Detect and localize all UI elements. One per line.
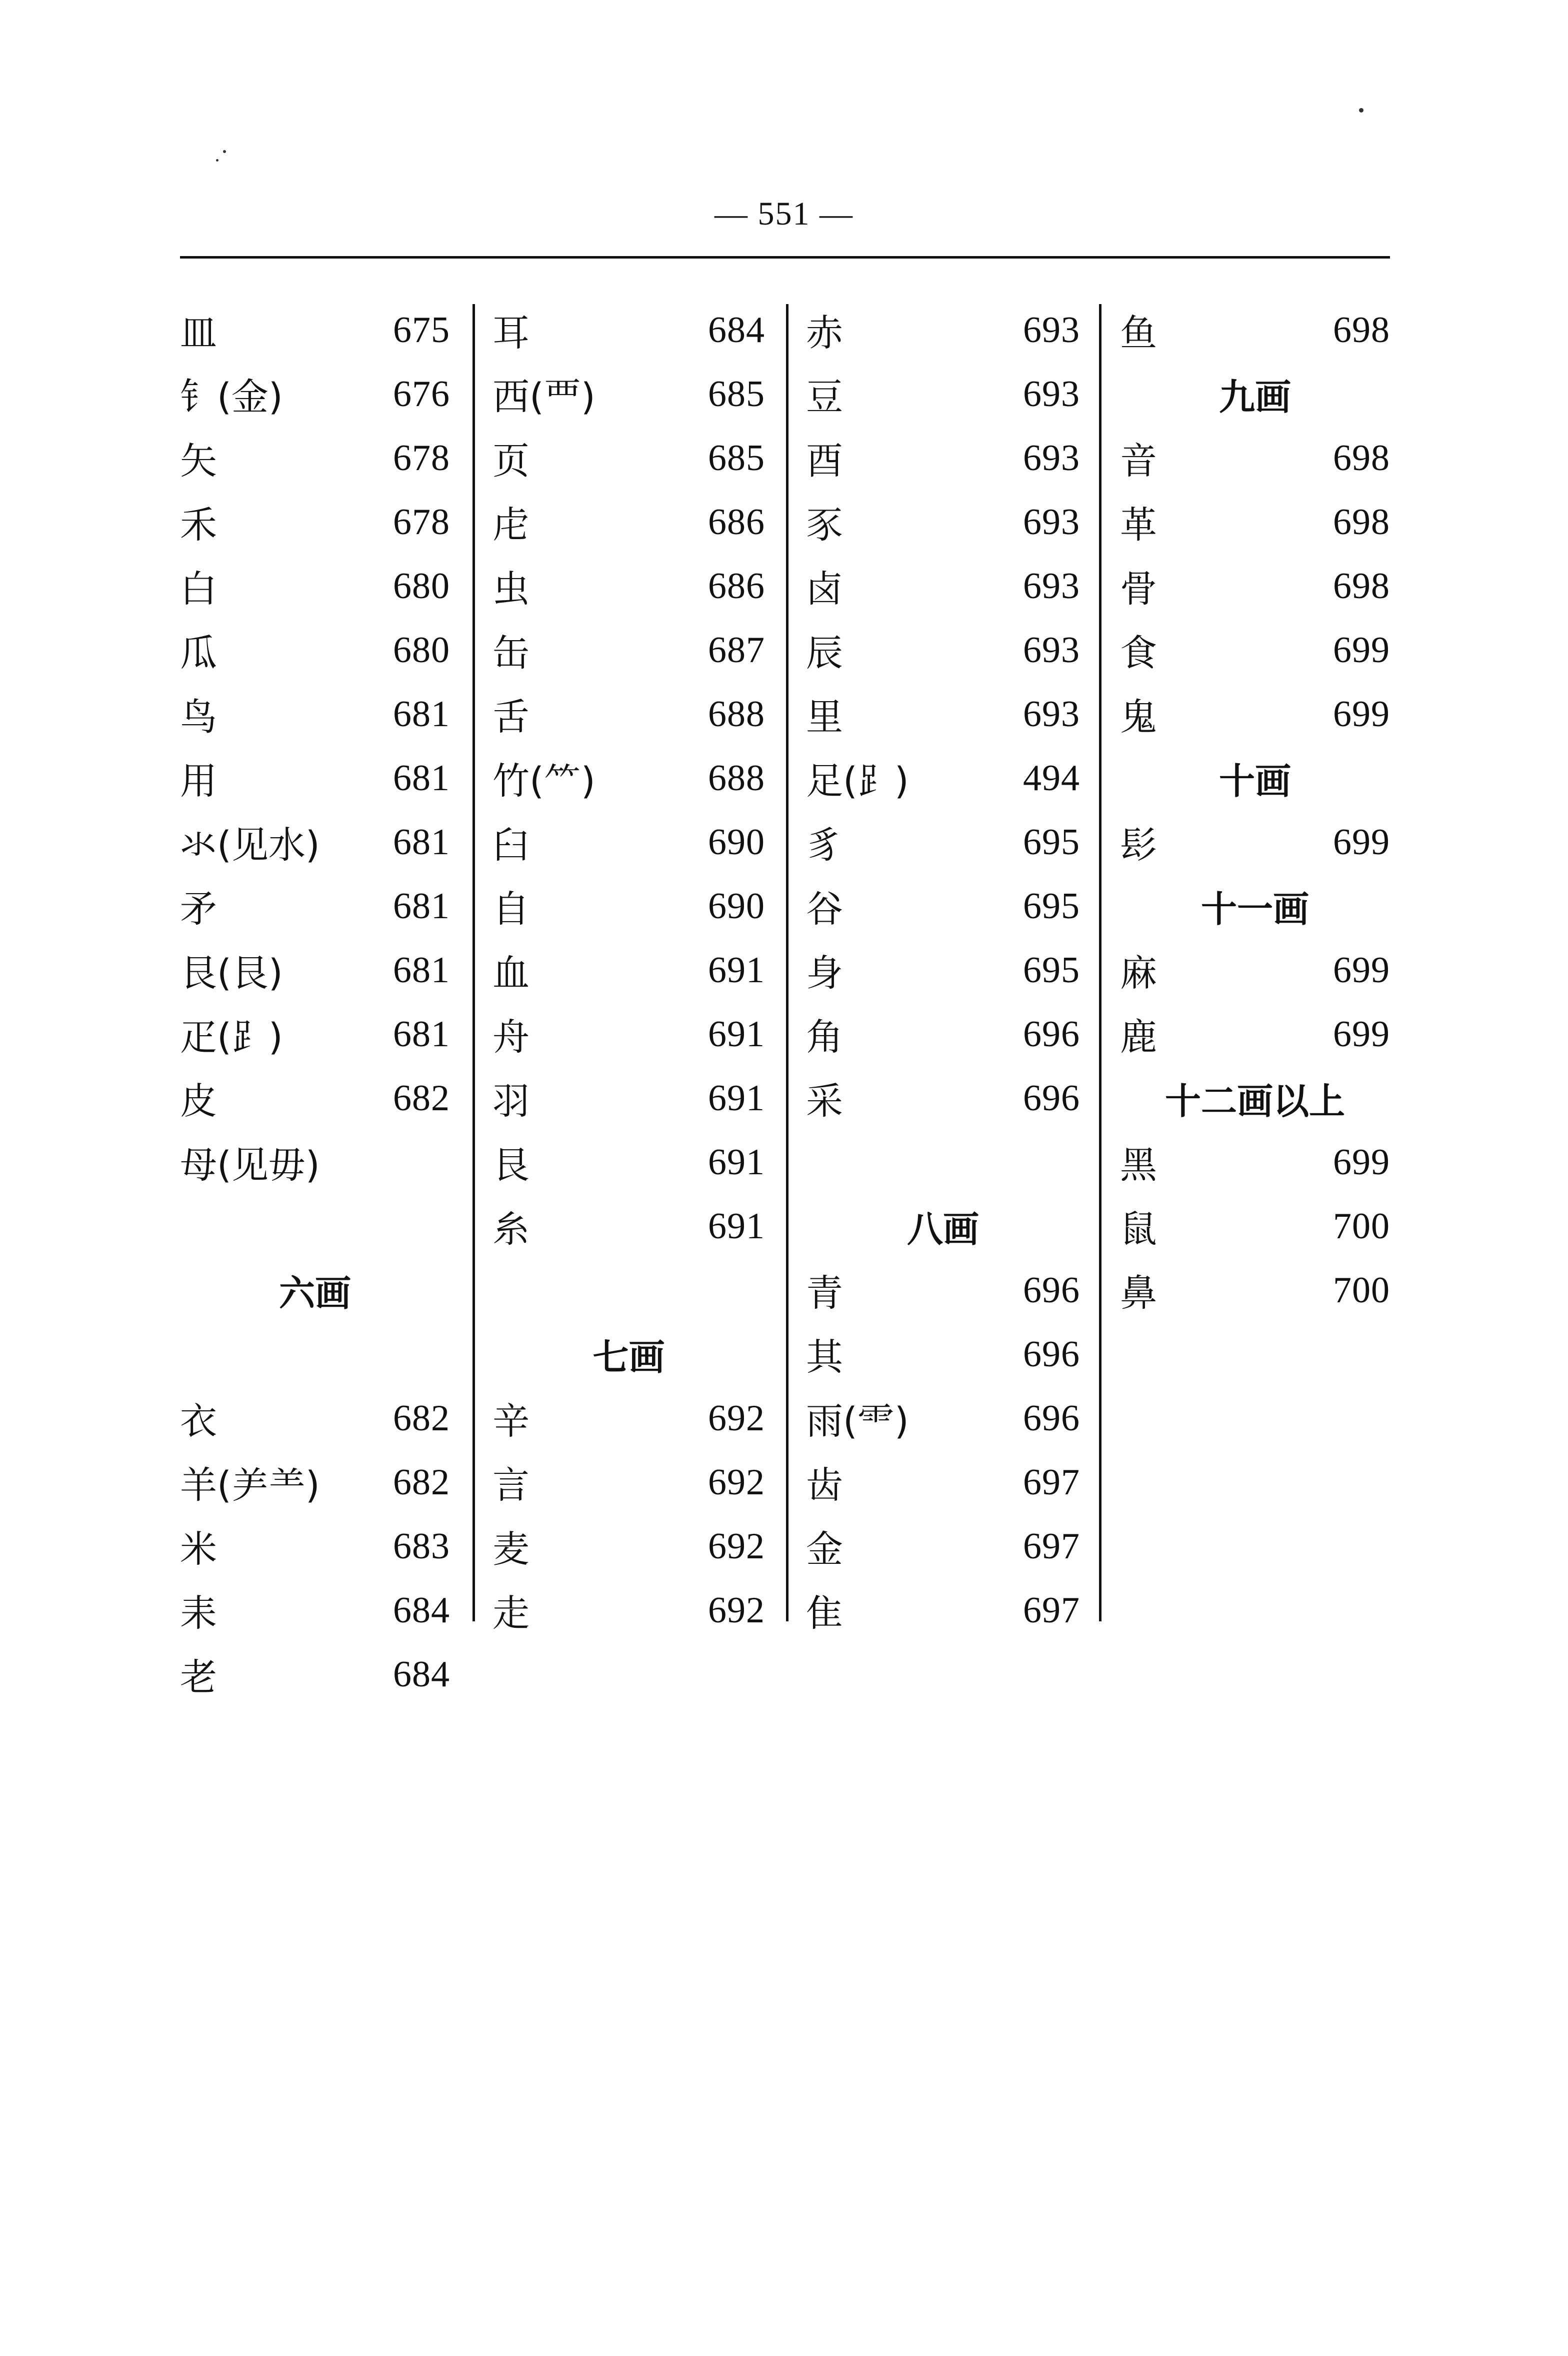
radical-label: 鹿 — [1120, 1016, 1157, 1059]
index-entry — [180, 1450, 450, 1514]
spacer — [180, 1194, 450, 1258]
index-entry — [180, 1642, 450, 1706]
radical-label: 页 — [492, 440, 530, 483]
stroke-count-heading: 十一画 — [1200, 888, 1309, 930]
page-reference: 682 — [393, 1397, 450, 1439]
radical-label: 革 — [1120, 504, 1157, 547]
page-reference: 690 — [708, 821, 765, 863]
page-reference: 680 — [393, 629, 450, 671]
radical-label: 西(覀) — [492, 376, 596, 419]
page-reference: 699 — [1333, 629, 1390, 671]
page-reference: 696 — [1023, 1269, 1080, 1311]
page-reference: 691 — [708, 949, 765, 991]
index-entry — [180, 1002, 450, 1066]
index-entry — [180, 1130, 450, 1194]
index-entry — [180, 938, 450, 1002]
page-reference: 685 — [708, 437, 765, 479]
page-reference: 691 — [708, 1141, 765, 1183]
index-entry — [492, 1130, 765, 1194]
page-reference: 693 — [1023, 629, 1080, 671]
radical-label: 角 — [806, 1016, 843, 1059]
radical-label: 麻 — [1120, 952, 1157, 995]
index-entry — [806, 810, 1080, 874]
radical-label: 髟 — [1120, 824, 1157, 867]
index-entry — [492, 682, 765, 746]
radical-label: 用 — [180, 760, 217, 803]
index-entry — [806, 618, 1080, 682]
index-entry — [492, 1194, 765, 1258]
page-reference: 700 — [1333, 1269, 1390, 1311]
column-divider — [1099, 304, 1102, 1621]
radical-label: 麦 — [492, 1528, 530, 1571]
stroke-count-heading: 八画 — [906, 1208, 979, 1250]
index-entry — [180, 490, 450, 554]
index-entry — [806, 938, 1080, 1002]
page-reference: 698 — [1333, 309, 1390, 351]
page-reference: 697 — [1023, 1589, 1080, 1631]
index-entry — [492, 938, 765, 1002]
radical-label: 皮 — [180, 1080, 217, 1123]
index-entry — [180, 362, 450, 426]
page-reference: 691 — [708, 1205, 765, 1247]
page-reference: 691 — [708, 1077, 765, 1119]
page-reference: 693 — [1023, 437, 1080, 479]
radical-label: 辰 — [806, 632, 843, 675]
index-entry — [1120, 490, 1390, 554]
index-entry — [806, 1514, 1080, 1578]
column-divider — [786, 304, 788, 1621]
header-rule — [180, 256, 1390, 259]
radical-label: 鼠 — [1120, 1208, 1157, 1251]
index-entry — [806, 298, 1080, 362]
index-entry — [492, 1002, 765, 1066]
page-reference: 683 — [393, 1525, 450, 1567]
index-entry — [492, 1514, 765, 1578]
index-entry — [806, 746, 1080, 810]
index-entry — [806, 1258, 1080, 1322]
radical-label: 足(⻊) — [806, 760, 909, 803]
page-reference: 697 — [1023, 1525, 1080, 1567]
radical-label: 雨(⻗) — [806, 1400, 909, 1443]
radical-label: 耒 — [180, 1592, 217, 1635]
radical-label: 艮(艮) — [180, 952, 283, 995]
index-entry — [1120, 1130, 1390, 1194]
stroke-count-heading: 七画 — [592, 1336, 665, 1378]
scan-speck — [1359, 108, 1364, 113]
page-reference: 684 — [393, 1589, 450, 1631]
radical-label: 禾 — [180, 504, 217, 547]
page-reference: 696 — [1023, 1397, 1080, 1439]
page-reference: 494 — [1023, 757, 1080, 799]
page-reference: 691 — [708, 1013, 765, 1055]
radical-label: 豸 — [806, 824, 843, 867]
page-reference: 692 — [708, 1525, 765, 1567]
index-entry — [1120, 1194, 1390, 1258]
page-reference: 681 — [393, 885, 450, 927]
radical-label: 豕 — [806, 504, 843, 547]
index-entry — [806, 874, 1080, 938]
index-entry — [180, 810, 450, 874]
index-entry — [180, 1578, 450, 1642]
index-entry — [1120, 938, 1390, 1002]
stroke-count-heading: 九画 — [1218, 376, 1291, 418]
page-reference: 696 — [1023, 1333, 1080, 1375]
radical-label: 矛 — [180, 888, 217, 931]
radical-label: 音 — [1120, 440, 1157, 483]
index-entry — [492, 618, 765, 682]
page-reference: 687 — [708, 629, 765, 671]
page-reference: 697 — [1023, 1461, 1080, 1503]
page-reference: 681 — [393, 949, 450, 991]
page-reference: 676 — [393, 373, 450, 415]
index-entry — [180, 874, 450, 938]
radical-label: 羊(⺶⺷) — [180, 1464, 320, 1507]
index-entry — [1120, 682, 1390, 746]
page-reference: 688 — [708, 757, 765, 799]
index-entry — [806, 1386, 1080, 1450]
page-reference: 684 — [393, 1653, 450, 1695]
page-reference: 693 — [1023, 501, 1080, 543]
page-reference: 681 — [393, 821, 450, 863]
index-entry — [180, 1514, 450, 1578]
column-divider — [472, 304, 475, 1621]
page-reference: 685 — [708, 373, 765, 415]
radical-label: 青 — [806, 1272, 843, 1315]
page-reference: 692 — [708, 1589, 765, 1631]
index-entry — [806, 1066, 1080, 1130]
index-entry — [806, 554, 1080, 618]
page-reference: 693 — [1023, 565, 1080, 607]
radical-label: 言 — [492, 1464, 530, 1507]
radical-label: 走 — [492, 1592, 530, 1635]
page-reference: 681 — [393, 757, 450, 799]
radical-label: 耳 — [492, 312, 530, 355]
index-entry — [492, 490, 765, 554]
radical-label: 矢 — [180, 440, 217, 483]
index-column-2 — [492, 298, 765, 1635]
index-entry — [1120, 810, 1390, 874]
page-reference: 682 — [393, 1461, 450, 1503]
radical-label: 骨 — [1120, 568, 1157, 611]
radical-label: 鱼 — [1120, 312, 1157, 355]
stroke-count-heading: 十二画以上 — [1164, 1080, 1345, 1122]
radical-label: 其 — [806, 1336, 843, 1379]
radical-label: 酉 — [806, 440, 843, 483]
radical-label: 虍 — [492, 504, 530, 547]
page-reference: 696 — [1023, 1013, 1080, 1055]
radical-label: 隹 — [806, 1592, 843, 1635]
index-entry — [806, 1450, 1080, 1514]
index-entry — [492, 1066, 765, 1130]
page-reference: 696 — [1023, 1077, 1080, 1119]
radical-label: 鼻 — [1120, 1272, 1157, 1315]
page-reference: 695 — [1023, 885, 1080, 927]
index-column-3 — [806, 298, 1080, 1635]
page-reference: 678 — [393, 437, 450, 479]
index-entry — [1120, 298, 1390, 362]
page-reference: 686 — [708, 501, 765, 543]
page-reference: 698 — [1333, 565, 1390, 607]
radical-label: 血 — [492, 952, 530, 995]
radical-label: 食 — [1120, 632, 1157, 675]
page-reference: 699 — [1333, 821, 1390, 863]
index-entry — [806, 1002, 1080, 1066]
radical-label: 瓜 — [180, 632, 217, 675]
index-entry — [492, 746, 765, 810]
radical-label: 虫 — [492, 568, 530, 611]
radical-label: 母(见毋) — [180, 1144, 320, 1187]
radical-label: 皿 — [180, 312, 217, 355]
index-entry — [492, 810, 765, 874]
index-entry — [806, 1322, 1080, 1386]
index-entry — [806, 1578, 1080, 1642]
radical-label: 舟 — [492, 1016, 530, 1059]
page-reference: 692 — [708, 1461, 765, 1503]
radical-label: 氺(见水) — [180, 824, 320, 867]
radical-label: 豆 — [806, 376, 843, 419]
index-entry — [492, 1450, 765, 1514]
page-reference: 675 — [393, 309, 450, 351]
radical-label: 米 — [180, 1528, 217, 1571]
page-reference: 700 — [1333, 1205, 1390, 1247]
radical-label: 里 — [806, 696, 843, 739]
radical-label: 谷 — [806, 888, 843, 931]
radical-label: 臼 — [492, 824, 530, 867]
page-reference: 681 — [393, 693, 450, 735]
page-reference: 682 — [393, 1077, 450, 1119]
index-entry — [180, 1386, 450, 1450]
index-entry — [806, 426, 1080, 490]
index-entry — [492, 362, 765, 426]
stroke-count-heading: 六画 — [278, 1272, 351, 1314]
radical-label: 缶 — [492, 632, 530, 675]
radical-label: 鸟 — [180, 696, 217, 739]
page-reference: 699 — [1333, 1013, 1390, 1055]
radical-label: 辛 — [492, 1400, 530, 1443]
spacer — [492, 1258, 765, 1322]
page-reference: 699 — [1333, 1141, 1390, 1183]
radical-label: 老 — [180, 1656, 217, 1699]
page-reference: 681 — [393, 1013, 450, 1055]
page-reference: 678 — [393, 501, 450, 543]
page-reference: 693 — [1023, 373, 1080, 415]
page-reference: 699 — [1333, 949, 1390, 991]
scan-speck — [216, 159, 218, 162]
index-entry — [180, 554, 450, 618]
index-entry — [492, 426, 765, 490]
page-reference: 693 — [1023, 309, 1080, 351]
index-entry — [180, 1066, 450, 1130]
page-reference: 686 — [708, 565, 765, 607]
radical-label: 鬼 — [1120, 696, 1157, 739]
index-entry — [1120, 426, 1390, 490]
index-entry — [180, 682, 450, 746]
spacer — [180, 1322, 450, 1386]
index-entry — [806, 490, 1080, 554]
radical-label: 竹(⺮) — [492, 760, 596, 803]
radical-label: 舌 — [492, 696, 530, 739]
index-entry — [1120, 554, 1390, 618]
radical-label: 赤 — [806, 312, 843, 355]
index-entry — [1120, 1002, 1390, 1066]
index-entry — [806, 682, 1080, 746]
page-reference: 699 — [1333, 693, 1390, 735]
page-reference: 698 — [1333, 437, 1390, 479]
index-entry — [180, 618, 450, 682]
scan-speck — [223, 150, 226, 153]
radical-label: 白 — [180, 568, 217, 611]
radical-label: 卤 — [806, 568, 843, 611]
radical-label: 羽 — [492, 1080, 530, 1123]
index-entry — [1120, 618, 1390, 682]
page-reference: 692 — [708, 1397, 765, 1439]
page-number: — 551 — — [714, 196, 854, 232]
index-entry — [1120, 1258, 1390, 1322]
index-entry — [806, 362, 1080, 426]
page-reference: 688 — [708, 693, 765, 735]
spacer — [806, 1130, 1080, 1194]
index-entry — [180, 298, 450, 362]
page-reference: 680 — [393, 565, 450, 607]
page-reference: 690 — [708, 885, 765, 927]
radical-label: 艮 — [492, 1144, 530, 1187]
index-entry — [492, 1578, 765, 1642]
index-entry — [492, 1386, 765, 1450]
radical-label: 糸 — [492, 1208, 530, 1251]
index-entry — [492, 554, 765, 618]
page-reference: 698 — [1333, 501, 1390, 543]
radical-label: 身 — [806, 952, 843, 995]
radical-label: 金 — [806, 1528, 843, 1571]
radical-label: 自 — [492, 888, 530, 931]
radical-label: 采 — [806, 1080, 843, 1123]
radical-label: 衣 — [180, 1400, 217, 1443]
page-reference: 695 — [1023, 821, 1080, 863]
page-reference: 684 — [708, 309, 765, 351]
page-reference: 695 — [1023, 949, 1080, 991]
index-entry — [180, 746, 450, 810]
radical-label: 疋(⻊) — [180, 1016, 283, 1059]
radical-label: 黑 — [1120, 1144, 1157, 1187]
radical-label: 齿 — [806, 1464, 843, 1507]
page-reference: 693 — [1023, 693, 1080, 735]
index-entry — [492, 298, 765, 362]
index-entry — [492, 874, 765, 938]
index-entry — [180, 426, 450, 490]
stroke-count-heading: 十画 — [1218, 760, 1291, 802]
index-column-4 — [1120, 298, 1390, 1618]
index-column-1 — [180, 298, 450, 1699]
radical-label: 钅(金) — [180, 376, 283, 419]
